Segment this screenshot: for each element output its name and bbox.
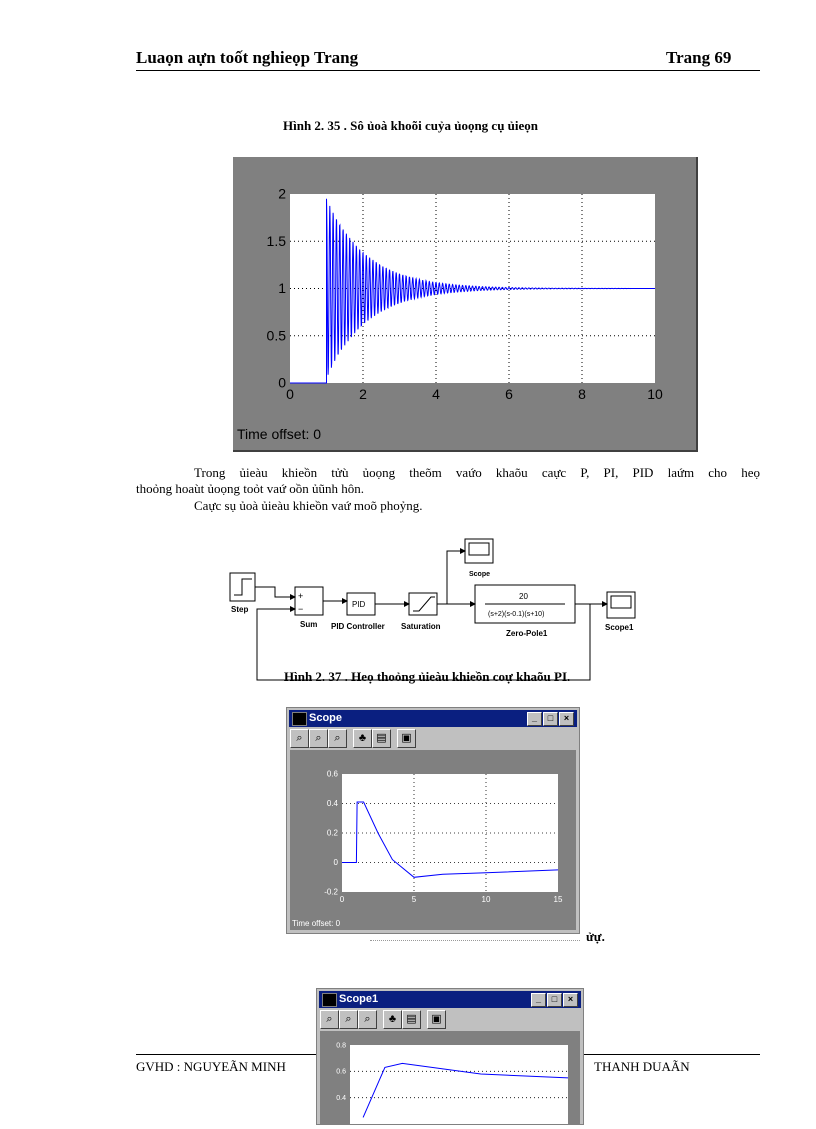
scope1-zoom-icon[interactable]: ⌕ <box>320 1010 339 1029</box>
maximize-button[interactable]: □ <box>543 712 558 726</box>
figure1-caption: Hình 2. 35 . Sô ủoà khoõi cuỷa ủoọng cụ ủieọn <box>283 118 539 133</box>
scope1-properties-icon[interactable]: ▣ <box>427 1010 446 1029</box>
x-tick-label: 8 <box>578 386 586 402</box>
scope-plot-svg <box>290 750 576 930</box>
scope-app-icon <box>292 712 307 726</box>
x-tick-label: 0 <box>286 386 294 402</box>
paragraph-line-3: Caực sụ ủoà ủieàu khieồn vaứ moõ phoỷng. <box>194 498 423 513</box>
simulink-diagram <box>225 535 645 685</box>
tf-numerator: 20 <box>519 592 528 601</box>
scope1-window-title: Scope1 <box>339 993 379 1005</box>
document-header-title: Luaọn aựn toốt nghieọp Trang <box>136 48 359 67</box>
scope-plot-1-svg <box>233 157 696 450</box>
x-tick-label: 10 <box>481 895 491 904</box>
x-tick-label: 6 <box>505 386 513 402</box>
zoom-y-icon[interactable]: ⌕ <box>328 729 347 748</box>
scope1-plot-area <box>320 1031 580 1124</box>
y-tick-label: 0.6 <box>326 769 338 779</box>
footer-advisor: GVHD : NGUYEÃN MINH <box>136 1059 286 1074</box>
sum-minus: − <box>298 604 304 614</box>
scope1-icon <box>611 596 631 608</box>
saturation-label: Saturation <box>401 622 441 631</box>
header-rule <box>136 70 760 71</box>
footer-student: THANH DUAÃN <box>594 1059 690 1074</box>
x-tick-label: 0 <box>339 895 345 904</box>
scope-plot-area <box>290 750 576 930</box>
x-tick-label: 15 <box>553 895 563 904</box>
scope1-minimize-button[interactable]: _ <box>531 993 546 1007</box>
scope1-zoom-y-icon[interactable]: ⌕ <box>358 1010 377 1029</box>
scope1-close-button[interactable]: × <box>563 993 578 1007</box>
zero-pole-label: Zero-Pole1 <box>506 629 548 638</box>
zoom-x-icon[interactable]: ⌕ <box>309 729 328 748</box>
scope1-save-axes-icon[interactable]: ▤ <box>402 1010 421 1029</box>
tf-denominator: (s+2)(s-0.1)(s+10) <box>488 611 545 618</box>
figure-37-caption: Hình 2. 37 . Heọ thoỏng ủieàu khieồn coự khaõu PI. <box>284 669 571 684</box>
scope-time-offset: Time offset: 0 <box>292 919 341 928</box>
scope-plot-1 <box>233 157 698 452</box>
x-tick-label: 5 <box>411 895 417 904</box>
properties-icon[interactable]: ▣ <box>397 729 416 748</box>
sum-plus: + <box>298 591 304 601</box>
paragraph-line-2: thoỏng hoaùt ủoọng toỏt vaứ oồn ủũnh hôn. <box>136 481 365 496</box>
pid-text: PID <box>352 600 366 609</box>
saturation-block <box>409 593 437 615</box>
save-axes-icon[interactable]: ▤ <box>372 729 391 748</box>
x-tick-label: 2 <box>359 386 367 402</box>
y-tick-label: 0 <box>278 374 286 391</box>
y-tick-label: 0.2 <box>326 828 338 838</box>
scope1-label: Scope1 <box>605 623 634 632</box>
minimize-button[interactable]: _ <box>527 712 542 726</box>
scope1-app-icon <box>322 993 337 1007</box>
y-tick-label: 1.5 <box>266 232 286 249</box>
scope1-maximize-button[interactable]: □ <box>547 993 562 1007</box>
y-tick-label: 0 <box>333 858 338 868</box>
y-tick-label: 0.4 <box>336 1095 346 1102</box>
scope1-zoom-x-icon[interactable]: ⌕ <box>339 1010 358 1029</box>
sum-label: Sum <box>300 620 318 629</box>
scope-window-title: Scope <box>309 712 343 724</box>
scope1-window <box>316 988 584 1125</box>
obscured-caption-remnant <box>370 940 580 941</box>
step-label: Step <box>231 605 249 614</box>
scope-window <box>286 707 580 934</box>
x-tick-label: 10 <box>647 386 663 402</box>
y-tick-label: 0.5 <box>266 327 286 344</box>
y-tick-label: 2 <box>278 185 286 202</box>
y-tick-label: 1 <box>278 280 286 297</box>
scope1-autoscale-icon[interactable]: ♣ <box>383 1010 402 1029</box>
scope-icon <box>469 543 489 555</box>
x-tick-label: 4 <box>432 386 440 402</box>
pid-label: PID Controller <box>331 622 385 631</box>
scope-label: Scope <box>469 571 491 578</box>
scope-titlebar[interactable] <box>289 710 577 727</box>
y-tick-label: 0.6 <box>336 1068 346 1076</box>
autoscale-icon[interactable]: ♣ <box>353 729 372 748</box>
page-number: Trang 69 <box>666 48 732 67</box>
y-tick-label: -0.2 <box>324 887 338 897</box>
partial-caption: ửự. <box>586 929 605 944</box>
y-tick-label: 0.4 <box>326 799 338 809</box>
scope1-plot-svg <box>320 1031 580 1124</box>
zoom-icon[interactable]: ⌕ <box>290 729 309 748</box>
simulink-diagram-svg <box>225 535 645 685</box>
scope1-titlebar[interactable] <box>319 991 581 1008</box>
paragraph-line-1: Trong ủieàu khieồn tửù ủoọng theõm vaứo khaõu caực P, PI, PID laứm cho heọ <box>194 465 760 480</box>
close-button[interactable]: × <box>559 712 574 726</box>
plot1-time-offset: Time offset: 0 <box>237 426 322 442</box>
y-tick-label: 0.8 <box>336 1042 346 1050</box>
